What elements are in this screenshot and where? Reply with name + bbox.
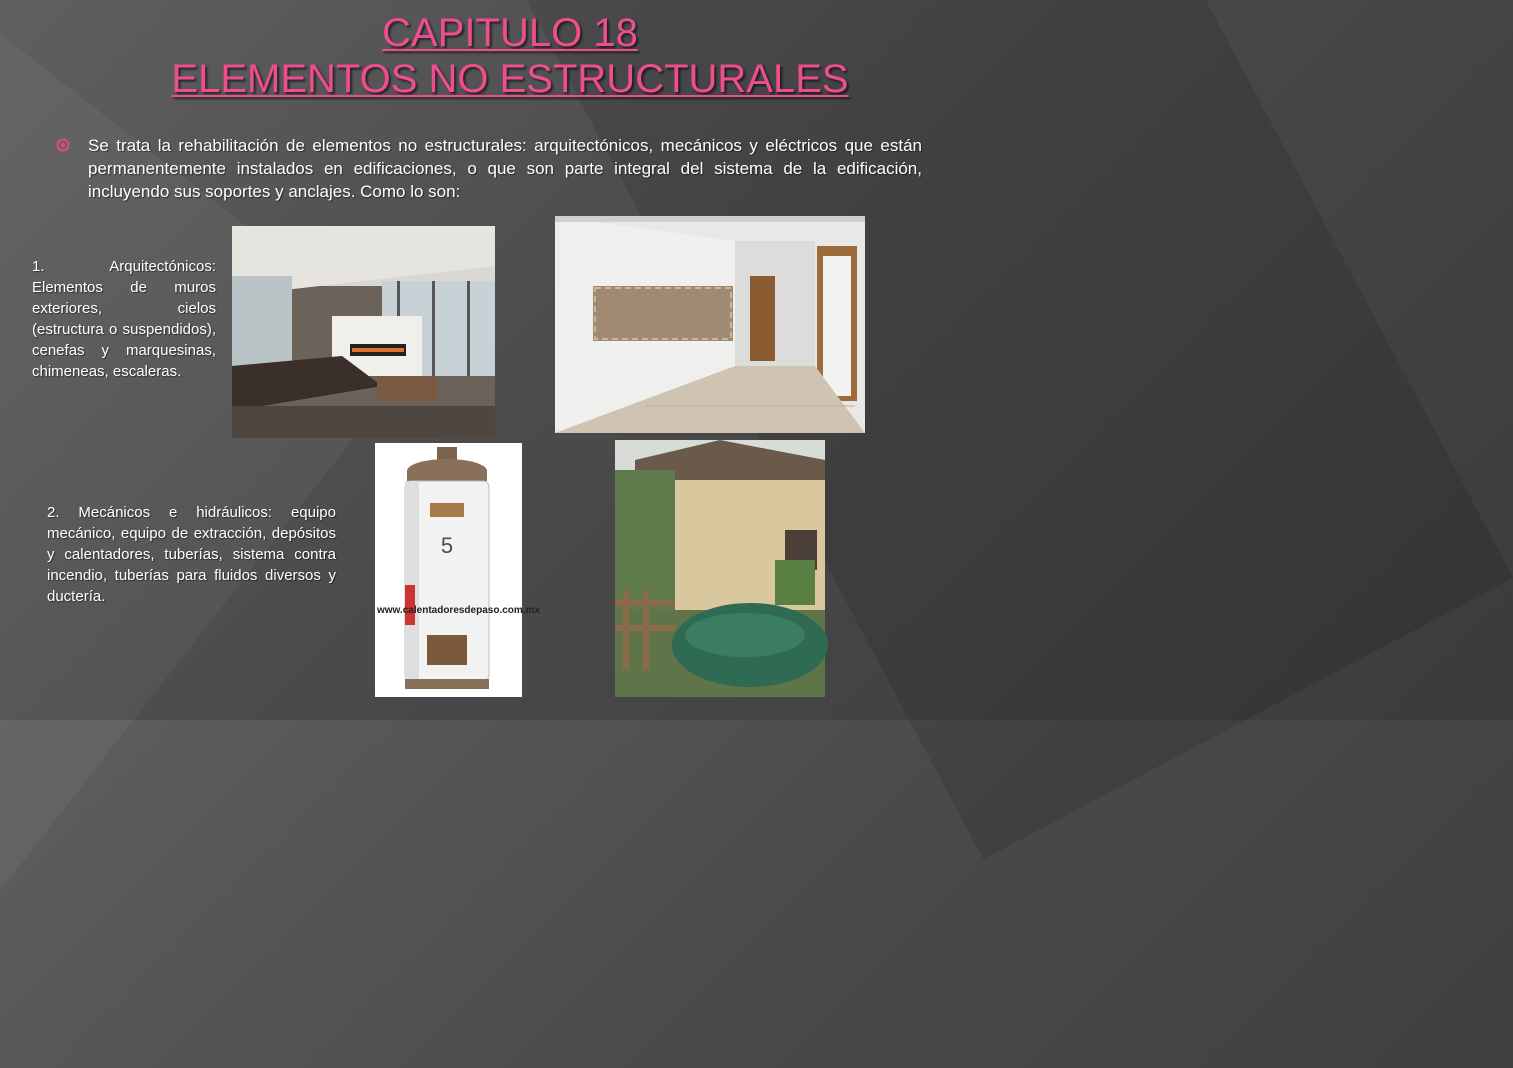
item-2-text: 2. Mecánicos e hidráulicos: equipo mecánico, equipo de extracción, depósitos y calentadores, tuberías, sistema contra incendio, tuberías para fluidos diversos y ductería. <box>47 504 336 605</box>
svg-text:5: 5 <box>440 533 454 558</box>
water-heater-photo <box>375 443 541 697</box>
circle-bullet-icon <box>56 138 70 152</box>
title-line-1: CAPITULO 18 <box>382 11 638 55</box>
bullet-text: Se trata la rehabilitación de elementos no estructurales: arquitectónicos, mecánicos y eléctricos que están permanentemente instalados en edificaciones, o que son parte integral del sistema de la edificación, incluyendo sus soportes y anclajes. Como lo son: <box>88 136 922 201</box>
interior-room-photo <box>555 216 865 433</box>
title-line-2: ELEMENTOS NO ESTRUCTURALES <box>171 57 849 101</box>
slide-title <box>150 10 870 102</box>
bullet-point <box>56 134 922 203</box>
water-tank-photo <box>615 440 825 697</box>
item-1-text: 1. Arquitectónicos: Elementos de muros exteriores, cielos (estructura o suspendidos), cenefas y marquesinas, chimeneas, escaleras. <box>32 258 216 380</box>
heater-watermark: www.calentadoresdepaso.com.mx <box>377 605 541 616</box>
living-room-photo <box>232 226 495 438</box>
